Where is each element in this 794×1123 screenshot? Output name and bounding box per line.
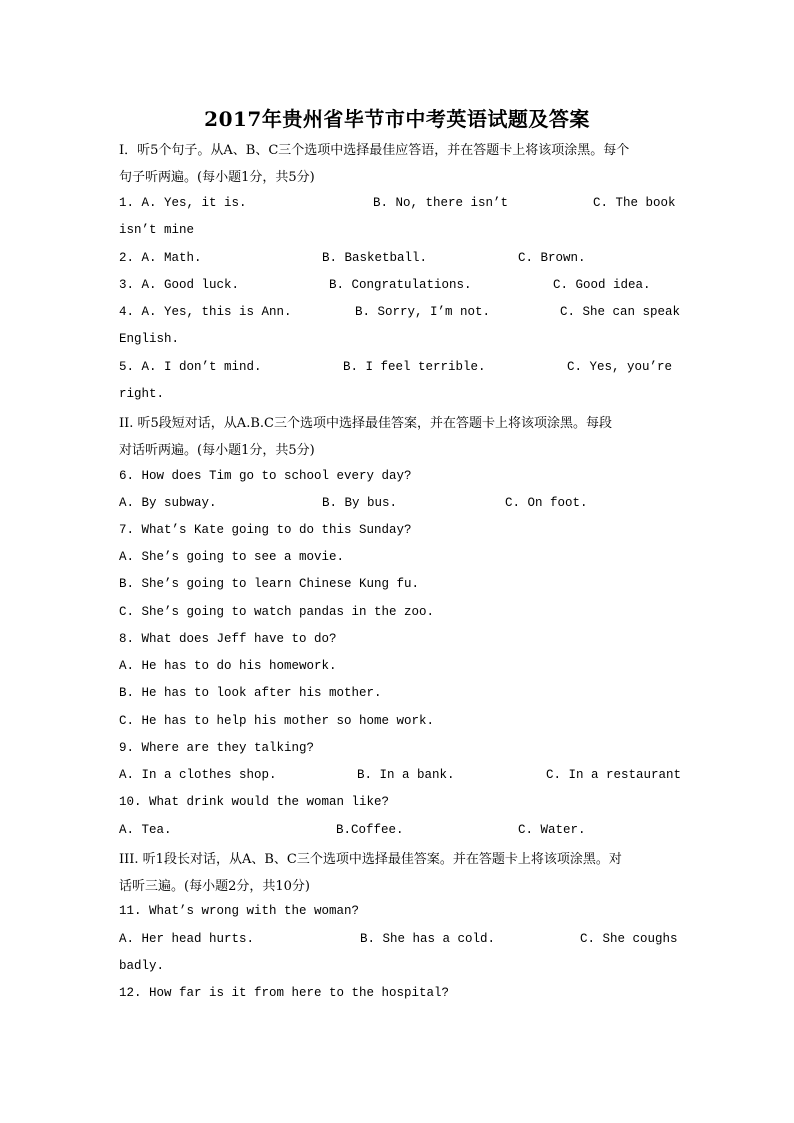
q10-option-c: C. Water. bbox=[518, 823, 586, 837]
q7-option-a: A. She’s going to see a movie. bbox=[119, 550, 345, 564]
q8-stem: 8. What does Jeff have to do? bbox=[119, 632, 337, 646]
q1-option-c: C. The book bbox=[593, 196, 676, 210]
section3-instruction-line2: 话听三遍。(每小题2分，共10分) bbox=[119, 879, 310, 894]
q6-option-a: A. By subway. bbox=[119, 496, 217, 510]
q7-option-c: C. She’s going to watch pandas in the zoo. bbox=[119, 605, 435, 619]
q12-stem: 12. How far is it from here to the hospital? bbox=[119, 986, 450, 1000]
section3-instruction-line1: III. 听1段长对话，从A、B、C三个选项中选择最佳答案。并在答题卡上将该项涂黑。对 bbox=[119, 852, 622, 867]
q7-stem: 7. What’s Kate going to do this Sunday? bbox=[119, 523, 412, 537]
q7-option-b: B. She’s going to learn Chinese Kung fu. bbox=[119, 577, 420, 591]
q6-stem: 6. How does Tim go to school every day? bbox=[119, 469, 412, 483]
q11-stem: 11. What’s wrong with the woman? bbox=[119, 904, 360, 918]
q9-option-c: C. In a restaurant bbox=[546, 768, 682, 782]
section1-instruction-line1: I．听5个句子。从A、B、C三个选项中选择最佳应答语，并在答题卡上将该项涂黑。每个 bbox=[119, 143, 630, 158]
q6-option-b: B. By bus. bbox=[322, 496, 398, 510]
q10-option-b: B.Coffee. bbox=[336, 823, 404, 837]
q2-option-a: 2. A. Math. bbox=[119, 251, 202, 265]
q1-continuation: isn’t mine bbox=[119, 223, 195, 237]
q4-continuation: English. bbox=[119, 332, 180, 346]
q8-option-a: A. He has to do his homework. bbox=[119, 659, 337, 673]
q2-option-c: C. Brown. bbox=[518, 251, 586, 265]
q3-option-a: 3. A. Good luck. bbox=[119, 278, 240, 292]
q8-option-b: B. He has to look after his mother. bbox=[119, 686, 382, 700]
q4-option-b: B. Sorry, I’m not. bbox=[355, 305, 491, 319]
section2-instruction-line2: 对话听两遍。(每小题1分，共5分) bbox=[119, 443, 315, 458]
q5-option-b: B. I feel terrible. bbox=[343, 360, 486, 374]
q6-option-c: C. On foot. bbox=[505, 496, 588, 510]
q4-option-a: 4. A. Yes, this is Ann. bbox=[119, 305, 292, 319]
q11-option-b: B. She has a cold. bbox=[360, 932, 496, 946]
q11-option-c: C. She coughs bbox=[580, 932, 678, 946]
q10-stem: 10. What drink would the woman like? bbox=[119, 795, 390, 809]
q8-option-c: C. He has to help his mother so home work. bbox=[119, 714, 435, 728]
q3-option-c: C. Good idea. bbox=[553, 278, 651, 292]
section2-instruction-line1: II. 听5段短对话，从A.B.C三个选项中选择最佳答案，并在答题卡上将该项涂黑。每段 bbox=[119, 416, 612, 431]
q1-option-a: 1. A. Yes, it is. bbox=[119, 196, 247, 210]
q5-option-c: C. Yes, you’re bbox=[567, 360, 673, 374]
q9-stem: 9. Where are they talking? bbox=[119, 741, 315, 755]
q4-option-c: C. She can speak bbox=[560, 305, 681, 319]
q1-option-b: B. No, there isn’t bbox=[373, 196, 509, 210]
q11-continuation: badly. bbox=[119, 959, 165, 973]
q11-option-a: A. Her head hurts. bbox=[119, 932, 255, 946]
q3-option-b: B. Congratulations. bbox=[329, 278, 472, 292]
q2-option-b: B. Basketball. bbox=[322, 251, 428, 265]
q10-option-a: A. Tea. bbox=[119, 823, 172, 837]
q5-option-a: 5. A. I don’t mind. bbox=[119, 360, 262, 374]
q9-option-a: A. In a clothes shop. bbox=[119, 768, 277, 782]
page-title: 2017年贵州省毕节市中考英语试题及答案 bbox=[204, 107, 590, 131]
section1-instruction-line2: 句子听两遍。(每小题1分，共5分) bbox=[119, 170, 315, 185]
q5-continuation: right. bbox=[119, 387, 165, 401]
q9-option-b: B. In a bank. bbox=[357, 768, 455, 782]
